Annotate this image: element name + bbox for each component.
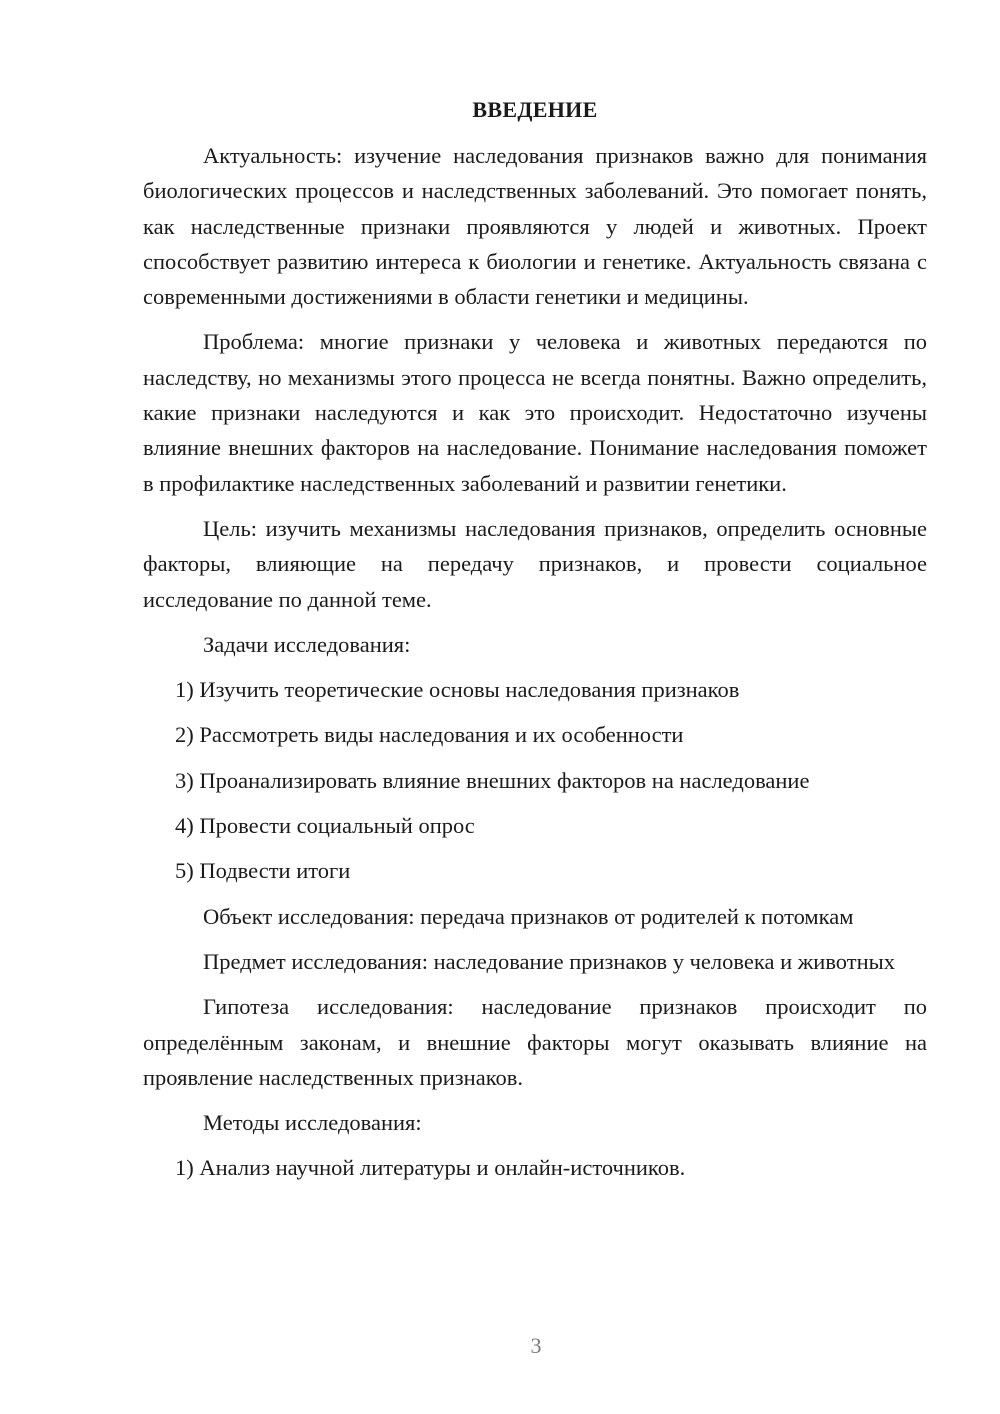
methods-list bbox=[143, 1150, 927, 1185]
task-item: 3) Проанализировать влияние внешних факторов на наследование bbox=[175, 767, 810, 793]
task-item: 2) Рассмотреть виды наследования и их особенности bbox=[175, 722, 684, 748]
tasks-heading: Задачи исследования: bbox=[203, 631, 411, 657]
relevance-paragraph: Актуальность: изучение наследования признаков важно для понимания биологических процессов и наследственных заболеваний. Это помогает понять, как наследственные признаки проявляются у людей и животных. Проект способствует развитию интереса к биологии и генетике. Актуальность связана с современными достижениями в области генетики и медицины. bbox=[143, 143, 927, 310]
goal-paragraph: Цель: изучить механизмы наследования признаков, определить основные факторы, влияющие на передачу признаков, и провести социальное исследование по данной теме. bbox=[143, 515, 927, 612]
section-title: ВВЕДЕНИЕ bbox=[472, 97, 598, 122]
method-item: 1) Анализ научной литературы и онлайн-источников. bbox=[175, 1155, 686, 1181]
task-item: 1) Изучить теоретические основы наследования признаков bbox=[175, 677, 740, 703]
methods-heading: Методы исследования: bbox=[203, 1110, 422, 1136]
tasks-list bbox=[143, 672, 927, 888]
object-paragraph: Объект исследования: передача признаков от родителей к потомкам bbox=[203, 903, 854, 929]
task-item: 5) Подвести итоги bbox=[175, 858, 351, 884]
problem-paragraph: Проблема: многие признаки у человека и животных передаются по наследству, но механизмы этого процесса не всегда понятны. Важно определить, какие признаки наследуются и как это происходит. Недостаточно изучены влияние внешних факторов на наследование. Понимание наследования поможет в профилактике наследственных заболеваний и развитии генетики. bbox=[143, 329, 927, 496]
subject-paragraph: Предмет исследования: наследование признаков у человека и животных bbox=[203, 948, 895, 974]
hypothesis-paragraph: Гипотеза исследования: наследование признаков происходит по определённым законам, и внешние факторы могут оказывать влияние на проявление наследственных признаков. bbox=[143, 994, 927, 1090]
page-content bbox=[143, 92, 927, 1196]
page-number: 3 bbox=[530, 1333, 542, 1358]
task-item: 4) Провести социальный опрос bbox=[175, 813, 475, 839]
